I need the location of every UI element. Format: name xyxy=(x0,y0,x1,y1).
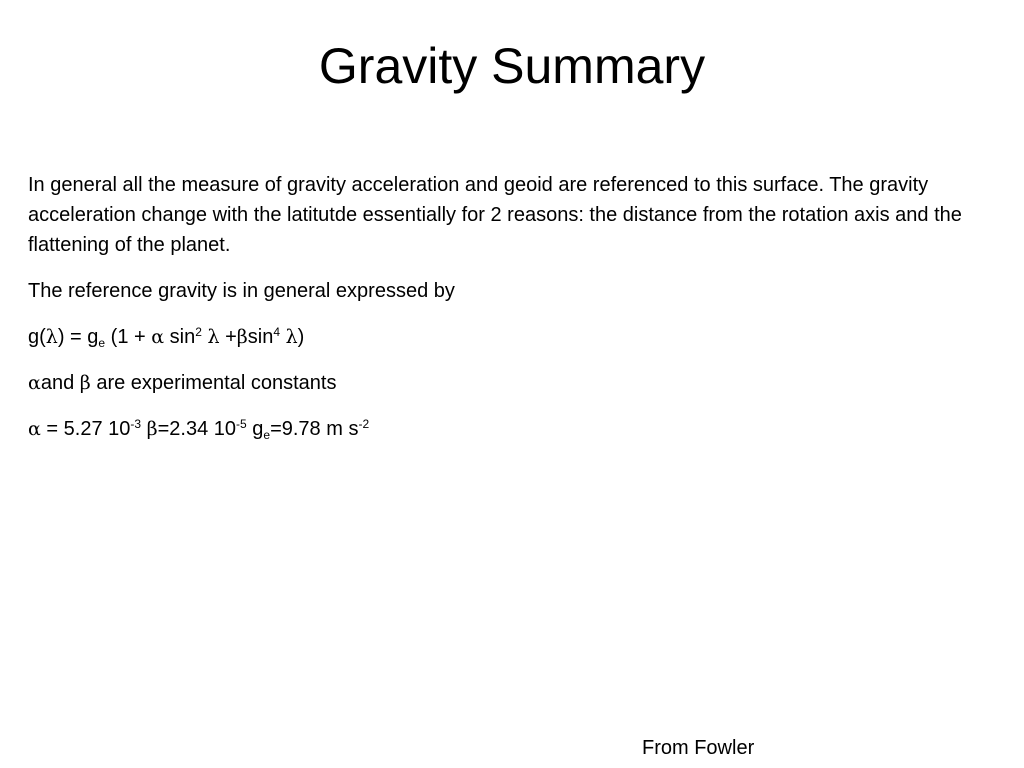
exponent-2: 2 xyxy=(195,324,202,339)
constants-and: and xyxy=(40,372,80,394)
subscript-e: e xyxy=(263,427,271,442)
formula-sin: sin xyxy=(164,326,196,348)
formula-g-open: g( xyxy=(28,326,46,348)
lambda-symbol: λ xyxy=(285,326,298,348)
slide-body xyxy=(28,170,988,460)
formula-open-paren: (1 + xyxy=(105,326,152,348)
alpha-value: = 5.27 10 xyxy=(40,418,131,440)
ge-value: =9.78 m s xyxy=(270,418,359,440)
ge-symbol: g xyxy=(246,418,264,440)
intro-paragraph: In general all the measure of gravity acceleration and geoid are referenced to this surface. The gravity acceleration change with the latitutde essentially for 2 reasons: the distance from the rotation axis and the flattening of the planet. xyxy=(28,174,962,256)
constants-rest: are experimental constants xyxy=(90,372,337,394)
lambda-symbol: λ xyxy=(207,326,220,348)
beta-symbol: β xyxy=(236,326,248,348)
ge-exponent: -2 xyxy=(358,416,370,431)
alpha-symbol: α xyxy=(28,372,41,394)
exponent-4: 4 xyxy=(273,324,281,339)
lambda-symbol: λ xyxy=(45,326,58,348)
formula-sin-2: sin xyxy=(247,326,274,348)
formula-close: ) xyxy=(297,326,305,348)
constants-line xyxy=(28,368,988,398)
formula-eq-g: ) = g xyxy=(57,326,99,348)
values-line xyxy=(28,414,988,444)
reference-gravity-paragraph: The reference gravity is in general expressed by xyxy=(28,280,455,302)
alpha-exponent: -3 xyxy=(130,416,142,431)
slide-title: Gravity Summary xyxy=(318,38,706,94)
formula-plus: + xyxy=(219,326,237,348)
subscript-e: e xyxy=(98,335,106,350)
beta-symbol: β xyxy=(79,372,91,394)
beta-exponent: -5 xyxy=(236,416,247,431)
beta-value: =2.34 10 xyxy=(157,418,237,440)
alpha-symbol: α xyxy=(151,326,165,348)
beta-symbol: β xyxy=(146,418,158,440)
source-note: From Fowler xyxy=(642,737,755,759)
gravity-formula xyxy=(28,322,988,352)
alpha-symbol: α xyxy=(28,418,41,440)
